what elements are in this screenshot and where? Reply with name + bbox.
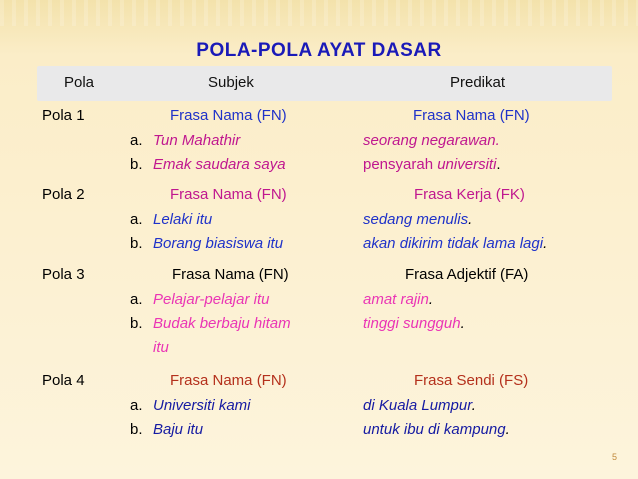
- header-subjek: Subjek: [208, 74, 254, 91]
- pola-label: Pola 2: [42, 186, 85, 203]
- example-subject: Budak berbaju hitam: [153, 315, 291, 332]
- example-predicate: [363, 421, 510, 438]
- item-marker: a.: [130, 397, 143, 414]
- predicate-period: .: [543, 235, 548, 252]
- table-header: [37, 66, 612, 101]
- example-subject: Universiti kami: [153, 397, 251, 414]
- item-marker: a.: [130, 211, 143, 228]
- predicate-period: .: [428, 291, 434, 308]
- predicate-period: .: [505, 421, 510, 438]
- example-subject: Baju itu: [153, 421, 204, 438]
- item-marker: b.: [130, 421, 143, 438]
- predicate-part: amat rajin: [363, 291, 429, 308]
- predicate-period: .: [496, 156, 501, 173]
- subject-phrase-type: Frasa Nama (FN): [172, 266, 289, 283]
- subject-phrase-type: Frasa Nama (FN): [170, 372, 287, 389]
- example-subject: Tun Mahathir: [153, 132, 241, 149]
- example-subject-continued: itu: [153, 339, 169, 356]
- header-pola: Pola: [64, 74, 95, 91]
- example-subject: Borang biasiswa itu: [153, 235, 284, 252]
- predicate-period: .: [468, 211, 473, 228]
- predicate-part: di Kuala Lumpur: [363, 397, 472, 414]
- example-predicate: seorang negarawan.: [363, 132, 500, 149]
- predicate-part: universiti: [437, 156, 497, 173]
- predicate-phrase-type: Frasa Kerja (FK): [414, 186, 525, 203]
- item-marker: a.: [130, 291, 143, 308]
- pola-label: Pola 4: [42, 372, 85, 389]
- predicate-part: akan dikirim tidak lama lagi: [363, 235, 544, 252]
- subject-phrase-type: Frasa Nama (FN): [170, 186, 287, 203]
- example-predicate: [363, 211, 472, 228]
- predicate-part: untuk ibu di kampung: [363, 421, 506, 438]
- predicate-part: sedang menulis: [363, 211, 469, 228]
- predicate-part: tinggi sungguh: [363, 315, 461, 332]
- decorative-stripes: [0, 0, 638, 26]
- example-predicate: [363, 156, 501, 173]
- predicate-phrase-type: Frasa Nama (FN): [413, 107, 530, 124]
- slide-title: POLA-POLA AYAT DASAR: [196, 40, 442, 61]
- page-number: 5: [612, 452, 618, 462]
- subject-phrase-type: Frasa Nama (FN): [170, 107, 287, 124]
- example-subject: Emak saudara saya: [153, 156, 286, 173]
- pola-label: Pola 3: [42, 266, 85, 283]
- predicate-phrase-type: Frasa Sendi (FS): [414, 372, 529, 389]
- header-predikat: Predikat: [450, 74, 506, 91]
- example-subject: Lelaki itu: [153, 211, 213, 228]
- pola-label: Pola 1: [42, 107, 85, 124]
- example-predicate: [363, 291, 433, 308]
- example-predicate: [363, 315, 465, 332]
- example-subject: Pelajar-pelajar itu: [153, 291, 270, 308]
- item-marker: b.: [130, 156, 143, 173]
- example-predicate: [363, 397, 476, 414]
- item-marker: a.: [130, 132, 143, 149]
- predicate-phrase-type: Frasa Adjektif (FA): [405, 266, 529, 283]
- item-marker: b.: [130, 235, 143, 252]
- predicate-period: .: [471, 397, 476, 414]
- predicate-period: .: [460, 315, 465, 332]
- item-marker: b.: [130, 315, 143, 332]
- example-predicate: [363, 235, 547, 252]
- predicate-part: pensyarah: [363, 156, 438, 173]
